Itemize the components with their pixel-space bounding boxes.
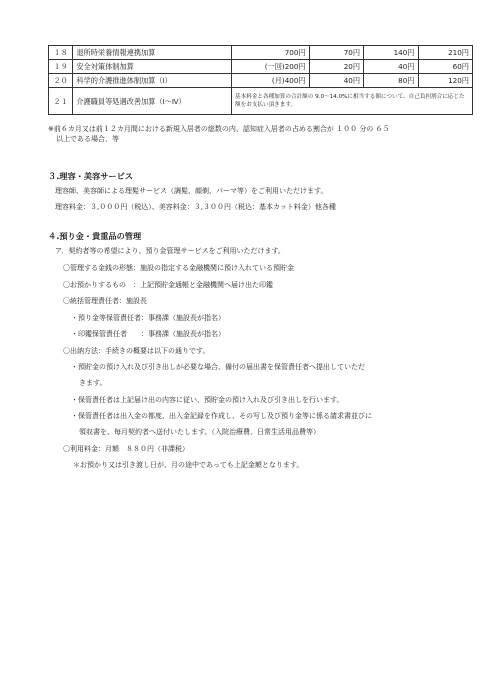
row-number: １８ [49,46,73,60]
fee-unit-cost: (月)400円 [232,74,310,88]
table-row [49,74,473,88]
deposit-text: 〇利用料金：月額 ８８０円（非課税） [63,445,189,453]
table-footnote [48,124,468,144]
fee-tier-2: 140円 [364,46,418,60]
deposit-text: 〇お預かりするもの ：上記預貯金通帳と金融機関へ届け出た印鑑 [63,281,273,289]
deposit-text: 領収書を、毎月契約者へ送付いたします。（入院治療費、日常生活用品費等） [79,428,320,436]
fee-tier-1: 20円 [309,60,363,74]
footnote-line: 以上である場合、等 [56,135,119,144]
fee-unit-cost: (一回)200円 [232,60,310,74]
row-number: ２１ [49,88,73,115]
row-number: １９ [49,60,73,74]
fee-tier-2: 40円 [364,60,418,74]
section-heading-barber: ３.理容・美容サービス [48,171,133,181]
deposit-text: 〇出納方法：手続きの概要は以下の通りです。 [63,347,210,355]
fee-unit-cost: 700円 [232,46,310,60]
deposit-text: ・保管責任者は出入金の都度、出入金記録を作成し、その写し及び預り金等に係る請求書並びに [71,412,372,420]
section-heading-deposit: ４.預り金・貴重品の管理 [48,231,142,241]
fee-name: 退所時栄養情報連携加算 [73,46,232,60]
deposit-text: ・保管責任者は上記届け出の内容に従い、預貯金の預け入れ及び引き出しを行います。 [71,396,344,404]
deposit-text: ＊お預かり又は引き渡し日が、月の途中であっても上記金額となります。 [73,461,304,469]
fee-name: 科学的介護推進体制加算（Ⅰ） [73,74,232,88]
row-number: ２０ [49,74,73,88]
deposit-text: ・印鑑保管責任者 ：事務課（施設長が指名） [71,330,225,338]
fee-table [48,45,473,115]
fee-tier-3: 60円 [418,60,473,74]
fee-name: 安全対策体制加算 [73,60,232,74]
fee-name: 介護職員等処遇改善加算（Ⅰ～Ⅳ） [73,88,232,115]
fee-tier-3: 120円 [418,74,473,88]
barber-text: 理容師、美容師による理髪サービス（調髪、顔剃、パーマ等）をご利用いただけます。 [55,187,328,195]
deposit-text: きます。 [79,379,107,387]
barber-price-text: 理容料金：３,０００円（税込）、美容料金：３,３００円（税込：基本カット料金）他各種 [55,203,336,211]
table-row [49,46,473,60]
deposit-text: ・預貯金の預け入れ及び引き出しが必要な場合、備付の届出書を保管責任者へ提出していただ [71,363,365,371]
footnote-line: ※前６カ月又は前１２カ月間における新規入居者の総数の内、認知症入居者の占める割合が １００ 分の ６５ [48,125,390,133]
fee-note: 基本料金と各種加算の合計額の 9.0～14.0%に相当する額について、自己負担割合に応じた額をお支払い頂きます。 [232,88,473,115]
fee-tier-2: 80円 [364,74,418,88]
table-row [49,88,473,115]
deposit-text: 〇管理する金銭の形態：施設の指定する金融機関に預け入れている預貯金 [63,264,294,272]
deposit-text: 〇統括管理責任者：施設長 [63,297,147,305]
fee-tier-3: 210円 [418,46,473,60]
fee-tier-1: 40円 [309,74,363,88]
deposit-text: ・預り金等保管責任者：事務課（施設長が指名） [71,314,225,322]
deposit-text: ア．契約者等の希望により、預り金管理サービスをご利用いただけます。 [55,247,285,255]
fee-tier-1: 70円 [309,46,363,60]
table-row [49,60,473,74]
